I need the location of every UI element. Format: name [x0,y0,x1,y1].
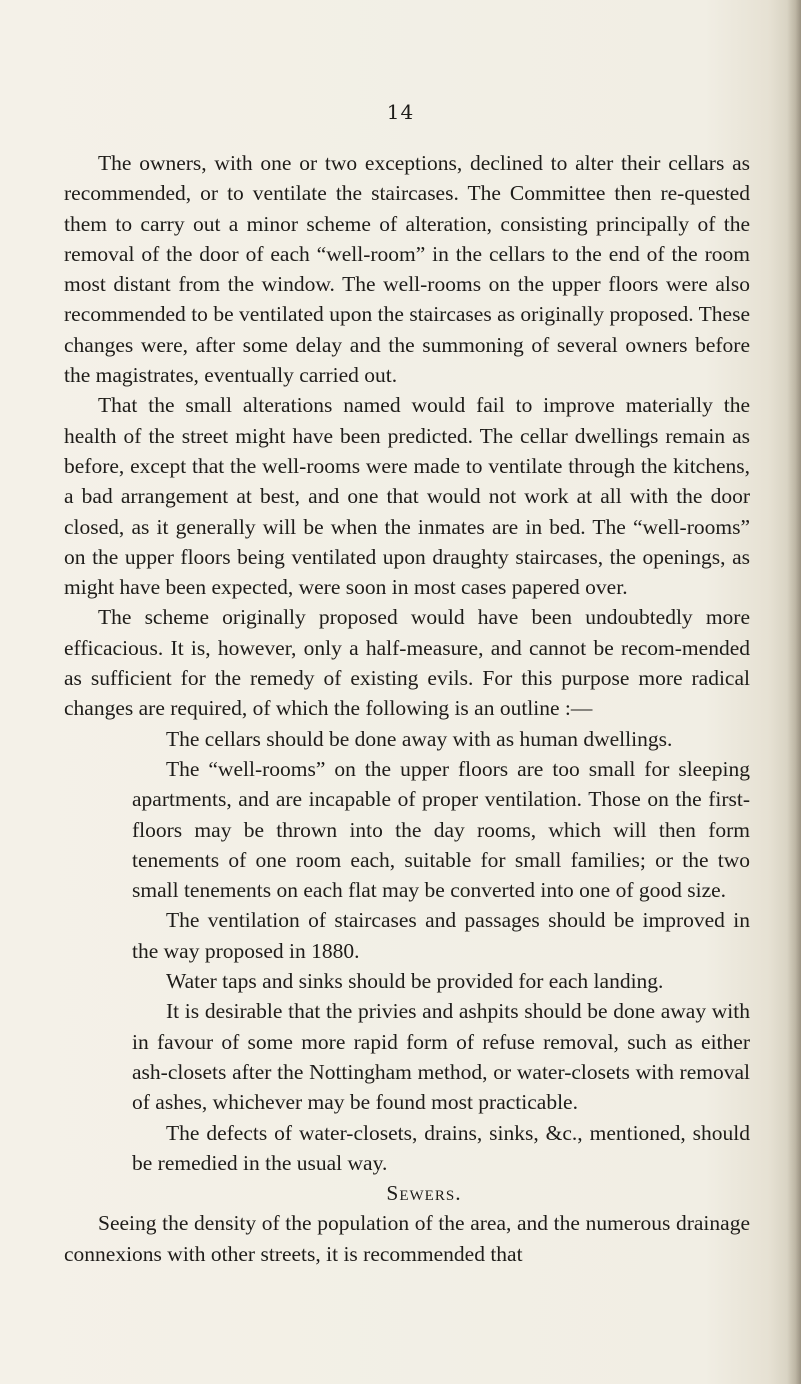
paragraph-scheme: The scheme originally proposed would have been undoubtedly more efficacious. It is, however, only a half-measure, and cannot be recom-mended as sufficient for the remedy of existing evils. For this purpose more radical changes are required, of which the following is an outline :— [64,605,750,721]
recommendations-list [64,724,750,1178]
section-heading: Sewers. [386,1181,462,1206]
paragraph-owners: The owners, with one or two exceptions, declined to alter their cellars as recommended, or to ventilate the staircases. The Committee then re-quested them to carry out a minor scheme of alteration, consisting principally of the removal of the door of each “well-room” in the cellars to the end of the room most distant from the window. The well-rooms on the upper floors were also recommended to be ventilated upon the staircases as originally proposed. These changes were, after some delay and the summoning of several owners before the magistrates, eventually carried out. [64,151,750,388]
recommendation-item: The ventilation of staircases and passages should be improved in the way proposed in 1880. [132,908,750,963]
recommendation-item: The “well-rooms” on the upper floors are too small for sleeping apartments, and are incapable of proper ventilation. Those on the first-floors may be thrown into the day rooms, which will then form tenements of one room each, suitable for small families; or the two small tenements on each flat may be converted into one of good size. [132,756,750,903]
paragraph-sewers: Seeing the density of the population of the area, and the numerous drainage connexions with other streets, it is recommended that [64,1211,750,1266]
body-text [64,148,750,1269]
recommendation-item: The cellars should be done away with as human dwellings. [166,726,673,751]
page-number: 14 [386,100,415,124]
recommendation-item: It is desirable that the privies and ashpits should be done away with in favour of some more rapid form of refuse removal, such as either ash-closets after the Nottingham method, or water-closets with removal of ashes, whichever may be found most practicable. [132,999,750,1115]
paragraph-small-alterations: That the small alterations named would fail to improve materially the health of the street might have been predicted. The cellar dwellings remain as before, except that the well-rooms were made to ventilate through the kitchens, a bad arrangement at best, and one that would not work at all with the door closed, as it generally will be when the inmates are in bed. The “well-rooms” on the upper floors being ventilated upon draughty staircases, the openings, as might have been expected, were soon in most cases papered over. [64,393,750,600]
recommendation-item: The defects of water-closets, drains, sinks, &c., mentioned, should be remedied in the usual way. [132,1120,750,1175]
page-edge-shadow [787,0,801,1384]
recommendation-item: Water taps and sinks should be provided for each landing. [166,969,664,994]
